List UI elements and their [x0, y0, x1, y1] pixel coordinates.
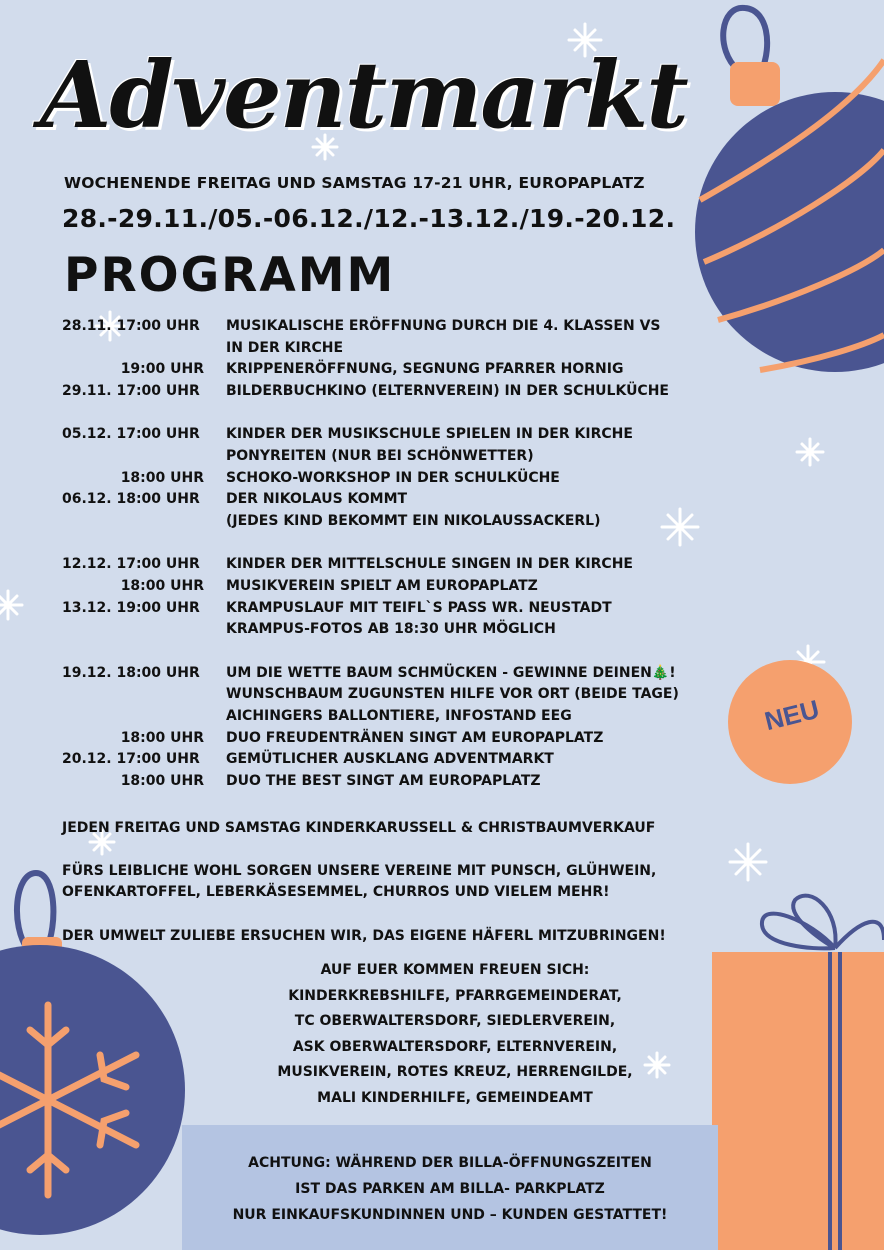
program-event: WUNSCHBAUM ZUGUNSTEN HILFE VOR ORT (BEIDE TAGE): [226, 686, 679, 703]
program-row: [62, 728, 742, 750]
program-event: KINDER DER MUSIKSCHULE SPIELEN IN DER KIRCHE: [226, 426, 633, 443]
program-row: [62, 771, 742, 793]
program-row: [62, 468, 742, 490]
program-event: MUSIKVEREIN SPIELT AM EUROPAPLATZ: [226, 577, 538, 594]
subtitle: WOCHENENDE FREITAG UND SAMSTAG 17-21 UHR, EUROPAPLATZ: [64, 174, 645, 192]
program-row: [62, 663, 742, 685]
program-time: [62, 684, 226, 706]
program-event: DUO THE BEST SINGT AM EUROPAPLATZ: [226, 772, 541, 789]
program-event: DUO FREUDENTRÄNEN SINGT AM EUROPAPLATZ: [226, 729, 604, 746]
note-environment: DER UMWELT ZULIEBE ERSUCHEN WIR, DAS EIGENE HÄFERL MITZUBRINGEN!: [62, 928, 666, 944]
program-event: AICHINGERS BALLONTIERE, INFOSTAND EEG: [226, 707, 572, 724]
program-event: (JEDES KIND BEKOMMT EIN NIKOLAUSSACKERL): [226, 512, 601, 529]
program-time: 18:00 UHR: [120, 772, 204, 789]
page-title: Adventmarkt: [40, 41, 687, 149]
parking-line: NUR EINKAUFSKUNDINNEN UND – KUNDEN GESTATTET!: [232, 1207, 668, 1223]
program-time: 29.11. 17:00 UHR: [62, 382, 200, 399]
neu-badge-label: NEU: [761, 693, 823, 737]
program-row: [62, 619, 742, 641]
program-time: 18:00 UHR: [120, 577, 204, 594]
program-event: UM DIE WETTE BAUM SCHMÜCKEN - GEWINNE DEINEN🎄!: [226, 664, 676, 681]
program-event: KRIPPENERÖFFNUNG, SEGNUNG PFARRER HORNIG: [226, 361, 624, 378]
program-time: 05.12. 17:00 UHR: [62, 426, 200, 443]
program-row: [62, 446, 742, 468]
program-row: [62, 511, 742, 533]
program-event: KRAMPUS-FOTOS AB 18:30 UHR MÖGLICH: [226, 621, 556, 638]
program-time: [62, 706, 226, 728]
parking-line: ACHTUNG: WÄHREND DER BILLA-ÖFFNUNGSZEITEN: [248, 1155, 652, 1171]
dates: 28.-29.11./05.-06.12./12.-13.12./19.-20.12.: [62, 204, 676, 233]
sparkle-icon: [730, 844, 766, 880]
program-row: [62, 424, 742, 446]
program-time: 13.12. 19:00 UHR: [62, 599, 200, 616]
program-time: 18:00 UHR: [120, 729, 204, 746]
program-row: [62, 576, 742, 598]
program-gap: [62, 641, 742, 663]
program-time: 20.12. 17:00 UHR: [62, 751, 200, 768]
parking-notice: [182, 1150, 718, 1228]
program-gap: [62, 532, 742, 554]
sparkle-icon: [0, 591, 22, 619]
program-row: [62, 359, 742, 381]
program-time: [62, 511, 226, 533]
program-event: PONYREITEN (NUR BEI SCHÖNWETTER): [226, 447, 534, 464]
program-time: [62, 446, 226, 468]
program-time: 12.12. 17:00 UHR: [62, 556, 200, 573]
program-time: 06.12. 18:00 UHR: [62, 491, 200, 508]
note-food-line-1: FÜRS LEIBLICHE WOHL SORGEN UNSERE VEREINE MIT PUNSCH, GLÜHWEIN,: [62, 863, 657, 879]
parking-line: IST DAS PARKEN AM BILLA- PARKPLATZ: [295, 1181, 605, 1197]
program-row: [62, 554, 742, 576]
program-time: 28.11. 17:00 UHR: [62, 318, 200, 334]
hosts-block: [200, 958, 710, 1111]
hosts-line: MALI KINDERHILFE, GEMEINDEAMT: [317, 1089, 593, 1106]
hosts-line: TC OBERWALTERSDORF, SIEDLERVEREIN,: [294, 1013, 616, 1029]
program-event: SCHOKO-WORKSHOP IN DER SCHULKÜCHE: [226, 469, 560, 486]
program-event: IN DER KIRCHE: [226, 339, 344, 356]
program-time: 18:00 UHR: [120, 469, 204, 486]
program-row: [62, 316, 742, 338]
hosts-line: MUSIKVEREIN, ROTES KREUZ, HERRENGILDE,: [277, 1064, 633, 1080]
program-row: [62, 381, 742, 403]
program-event: KRAMPUSLAUF MIT TEIFL`S PASS WR. NEUSTADT: [226, 599, 612, 616]
program-event: KINDER DER MITTELSCHULE SINGEN IN DER KIRCHE: [226, 556, 633, 573]
program-time: [62, 338, 226, 360]
hosts-line: KINDERKREBSHILFE, PFARRGEMEINDERAT,: [288, 987, 622, 1004]
program-gap: [62, 402, 742, 424]
program-row: [62, 338, 742, 360]
program-event: GEMÜTLICHER AUSKLANG ADVENTMARKT: [226, 751, 554, 768]
program-row: [62, 706, 742, 728]
note-food-line-2: OFENKARTOFFEL, LEBERKÄSESEMMEL, CHURROS UND VIELEM MEHR!: [62, 884, 610, 900]
program-time: 19.12. 18:00 UHR: [62, 664, 200, 681]
program-row: [62, 749, 742, 771]
program-event: DER NIKOLAUS KOMMT: [226, 491, 408, 508]
note-every-weekend: JEDEN FREITAG UND SAMSTAG KINDERKARUSSELL & CHRISTBAUMVERKAUF: [62, 820, 656, 836]
program-time: 19:00 UHR: [120, 361, 204, 378]
program-row: [62, 598, 742, 620]
program-list: [62, 316, 742, 792]
program-time: [62, 619, 226, 641]
program-event: BILDERBUCHKINO (ELTERNVEREIN) IN DER SCHULKÜCHE: [226, 382, 669, 399]
hosts-intro: AUF EUER KOMMEN FREUEN SICH:: [320, 962, 590, 978]
hosts-line: ASK OBERWALTERSDORF, ELTERNVEREIN,: [292, 1038, 618, 1055]
program-row: [62, 489, 742, 511]
program-heading: PROGRAMM: [64, 248, 396, 303]
sparkle-icon: [797, 439, 823, 465]
program-event: MUSIKALISCHE ERÖFFNUNG DURCH DIE 4. KLASSEN VS: [226, 318, 661, 334]
program-row: [62, 684, 742, 706]
